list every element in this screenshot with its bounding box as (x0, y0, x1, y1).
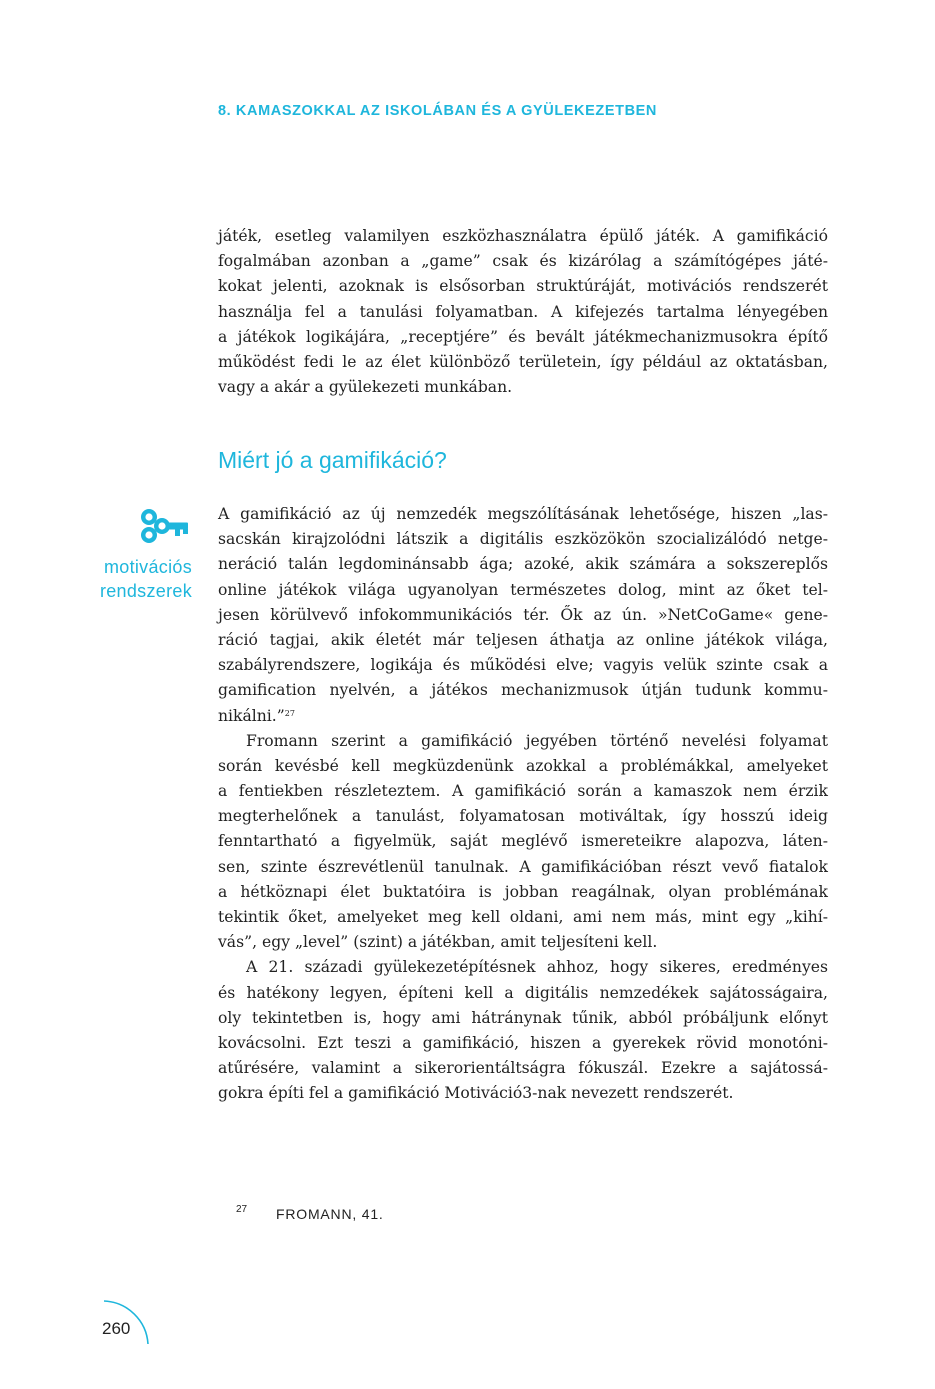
footnote-text: FROMANN, 41. (276, 1206, 384, 1222)
footnote-reference[interactable]: 27 (284, 708, 295, 718)
text-line: használja fel a tanulási folyamatban. A kifejezés tartalma lényegében (218, 302, 828, 321)
text-line: online játékok világa ugyanolyan természetes dolog, mint az őket tel- (218, 580, 828, 599)
text-line: ráció tagjai, akik életét már teljesen áthatja az online játékok világa, (218, 630, 828, 649)
intro-paragraph (218, 224, 828, 400)
running-head: 8. KAMASZOKKAL AZ ISKOLÁBAN ÉS A GYÜLEKEZETBEN (218, 103, 657, 119)
text-line: a hétköznapi élet buktatóira is jobban reagálnak, olyan problémának (218, 882, 828, 901)
text-line: A 21. századi gyülekezetépítésnek ahhoz, hogy sikeres, eredményes (246, 958, 828, 977)
page-number: 260 (102, 1319, 131, 1338)
text-line: gokra építi fel a gamifikáció Motiváció3-nak nevezett rendszerét. (218, 1084, 734, 1103)
text-line: vagy a akár a gyülekezeti munkában. (218, 378, 513, 397)
section-heading: Miért jó a gamifikáció? (218, 447, 447, 473)
text-line: sen, szinte észrevétlenül tanulnak. A gamifikációban részt vevő fiatalok (218, 857, 828, 876)
paragraph (218, 502, 828, 729)
text-line: a fentiekben részleteztem. A gamifikáció során a kamaszok nem érzik (218, 782, 828, 801)
text-line: gamification nyelvén, a játékos mechanizmusok útján tudunk kommu- (218, 681, 828, 700)
margin-label (70, 555, 192, 603)
text-line: fenntartható a figyelmük, saját meglévő ismereteikre alapozva, láten- (218, 832, 828, 851)
text-fragment: nikálni.” (218, 706, 285, 725)
margin-label-line: motivációs (103, 557, 192, 577)
key-icon (140, 506, 192, 546)
text-line: neráció talán legdominánsabb ága; azoké, akik számára a sokszereplős (218, 555, 828, 574)
footnote-number: 27 (236, 1204, 248, 1215)
margin-label-line: rendszerek (99, 581, 192, 601)
text-line: kokat jelenti, azoknak is elsősorban struktúráját, motivációs rendszerét (218, 277, 828, 296)
text-line: a játékok logikájára, „receptjére” és bevált játékmechanizmusokra építő (218, 327, 828, 346)
section-body (218, 502, 828, 1107)
footnote (236, 1206, 384, 1224)
text-line: oly tekintetben is, hogy ami hátránynak tűnik, abból próbáljunk előnyt (218, 1008, 828, 1027)
text-line: vás”, egy „level” (szint) a játékban, amit teljesíteni kell. (218, 933, 658, 952)
paragraph (218, 955, 828, 1106)
text-line: szabályrendszere, logikája és működési elve; vagyis velük szinte csak a (218, 656, 828, 675)
text-line: működést fedi le az élet különböző területein, így például az oktatásban, (218, 352, 828, 371)
text-line: fogalmában azonban a „game” csak és kizárólag a számítógépes játé- (218, 252, 828, 271)
text-line: játék, esetleg valamilyen eszközhasználatra épülő játék. A gamifikáció (218, 227, 828, 245)
text-line: során kevésbé kell megküzdenünk azokkal a problémákkal, amelyeket (218, 756, 828, 775)
text-line: sacskán kirajzolódni látszik a digitális eszközökön szocializálódó netge- (218, 530, 828, 549)
text-line: kovácsolni. Ezt teszi a gamifikáció, hiszen a gyerekek rövid monotóni- (218, 1033, 828, 1052)
margin-note (70, 506, 192, 603)
text-line: atűrésére, valamint a sikerorientáltságra fókuszál. Ezekre a sajátossá- (218, 1059, 828, 1078)
text-line: Fromann szerint a gamifikáció jegyében történő nevelési folyamat (246, 731, 828, 750)
text-line (218, 704, 828, 729)
paragraph (218, 729, 828, 956)
text-line: tekintik őket, amelyeket meg kell oldani, ami nem más, mint egy „kihí- (218, 908, 828, 926)
folio (96, 1298, 156, 1348)
text-line: megterhelőnek a tanulást, folyamatosan motiváltak, így hosszú ideig (218, 807, 828, 826)
text-line: jesen körülvevő infokommunikációs tér. Ők az ún. »NetCoGame« gene- (218, 605, 828, 624)
text-line: és hatékony legyen, építeni kell a digitális nemzedékek sajátosságaira, (218, 983, 828, 1002)
text-line: A gamifikáció az új nemzedék megszólításának lehetősége, hiszen „las- (218, 505, 828, 523)
